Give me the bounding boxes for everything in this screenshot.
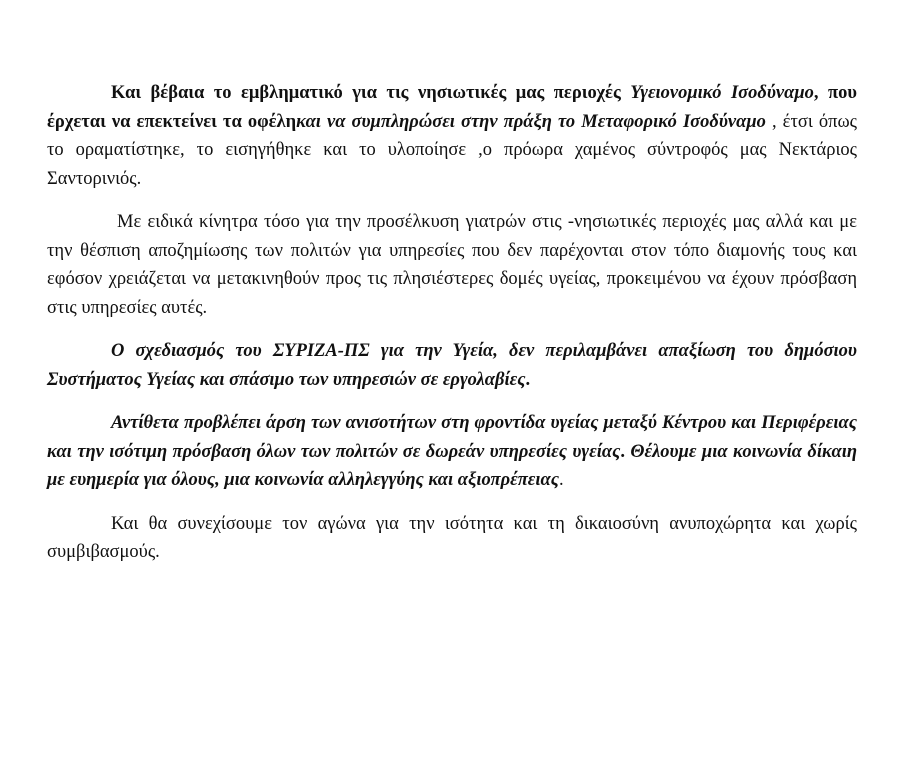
paragraph-2 [47, 208, 857, 322]
paragraph-4 [47, 409, 857, 495]
text-run: Υγειονομικό Ισοδύναμο [630, 83, 814, 103]
document-page [47, 79, 857, 582]
paragraph-3 [47, 337, 857, 394]
text-run: , έτσι όπως το οραματίστηκε, το εισηγήθηκε και το υλοποίησε ,ο πρόωρα χαμένος σύντροφός μας Νεκτάριος Σαντορινιός. [47, 111, 857, 189]
text-run: Ο σχεδιασμός του ΣΥΡΙΖΑ-ΠΣ για την Υγεία, δεν περιλαμβάνει απαξίωση του δημόσιου Συστήματος Υγείας και σπάσιμο των υπηρεσιών σε εργολαβίες [47, 341, 857, 390]
text-run: Με ειδικά κίνητρα τόσο για την προσέλκυση γιατρών στις -νησιωτικές περιοχές μας αλλά και με την θέσπιση αποζημίωσης των πολιτών για υπηρεσίες που δεν παρέχονται στον τόπο διαμονής τους και εφόσον χρειάζεται να μετακινηθούν προς τις πλησιέστερες δομές υγείας, προκειμένου να έχουν πρόσβαση στις υπηρεσίες αυτές. [47, 212, 857, 318]
text-run: , που έρχεται να επεκτείνει τα οφέλη [47, 83, 857, 132]
text-run: Και θα συνεχίσουμε τον αγώνα για την ισότητα και τη δικαιοσύνη ανυποχώρητα και χωρίς συμβιβασμούς. [47, 513, 857, 562]
text-run: . [559, 470, 564, 490]
text-run: . [525, 369, 531, 390]
text-run: . [620, 441, 631, 462]
paragraph-5 [47, 510, 857, 567]
paragraph-1 [47, 79, 857, 193]
text-run: Θέλουμε μια κοινωνία δίκαιη με ευημερία για όλους, μια κοινωνία αλληλεγγύης και αξιοπρέπειας [47, 441, 858, 490]
text-run: Και βέβαια το εμβληματικό για τις νησιωτικές μας περιοχές [111, 83, 631, 103]
text-run: και να συμπληρώσει στην πράξη το Μεταφορικό Ισοδύναμο [296, 111, 766, 132]
text-run: Αντίθετα προβλέπει άρση των ανισοτήτων στη φροντίδα υγείας μεταξύ Κέντρου και Περιφέρειας και την ισότιμη πρόσβαση όλων των πολιτών σε δωρεάν υπηρεσίες υγείας [47, 413, 857, 462]
